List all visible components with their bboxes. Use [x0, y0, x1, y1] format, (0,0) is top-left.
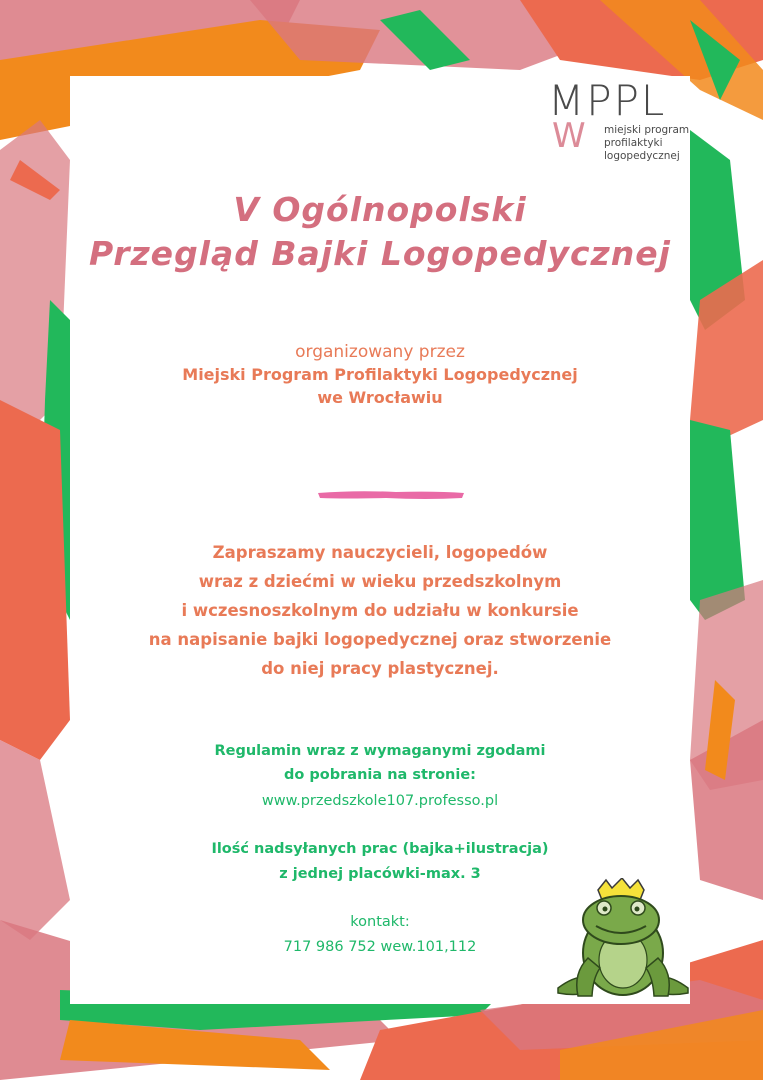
invitation-line: wraz z dziećmi w wieku przedszkolnym	[198, 572, 562, 591]
rules-line-1: Regulamin wraz z wymaganymi zgodami	[214, 743, 546, 759]
logo-line: profilaktyki	[604, 137, 663, 149]
page-title-line-2: Przegląd Bajki Logopedycznej	[89, 234, 671, 273]
logo-line: logopedycznej	[604, 150, 680, 162]
contact-phone: 717 986 752 wew.101,112	[283, 939, 477, 955]
rules-line-2: do pobrania na stronie:	[284, 767, 476, 783]
logo-w-glyph: W	[552, 116, 586, 156]
logo-mark: MPPL	[548, 76, 667, 125]
limit-line-1: Ilość nadsyłanych prac (bajka+ilustracja)	[211, 841, 549, 857]
invitation-line: na napisanie bajki logopedycznej oraz stworzenie	[148, 630, 612, 649]
mppl-logo	[548, 78, 698, 168]
organizer-intro: organizowany przez	[295, 342, 465, 362]
invitation-line: do niej pracy plastycznej.	[261, 659, 499, 678]
logo-text	[604, 124, 689, 163]
divider-brushstroke	[316, 489, 466, 501]
organizer-name: Miejski Program Profilaktyki Logopedycznej	[182, 365, 578, 384]
page-title-line-1: V Ogólnopolski	[233, 190, 527, 229]
contact-label: kontakt:	[350, 914, 410, 930]
frog-prince-icon	[548, 878, 698, 1008]
logo-line: miejski program	[604, 124, 690, 136]
invitation-line: Zapraszamy nauczycieli, logopedów	[212, 543, 548, 562]
rules-url-link[interactable]: www.przedszkole107.professo.pl	[261, 793, 499, 809]
invitation-line: i wczesnoszkolnym do udziału w konkursie	[181, 601, 579, 620]
limit-line-2: z jednej placówki-max. 3	[279, 866, 481, 882]
organizer-city: we Wrocławiu	[317, 388, 443, 407]
